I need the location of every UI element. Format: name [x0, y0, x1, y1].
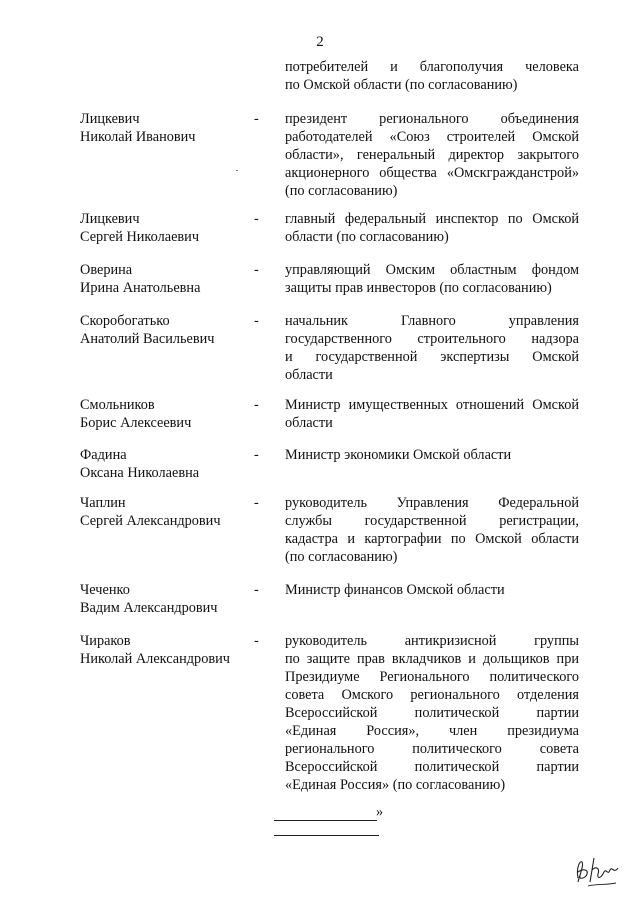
- role-line: Президиуме Регионального политического: [285, 669, 579, 685]
- member-role: [285, 210, 579, 246]
- closing-underline: [274, 820, 377, 821]
- dash: -: [254, 582, 259, 598]
- role-line: главный федеральный инспектор по Омской: [285, 211, 579, 227]
- role-line: совета Омского регионального отделения: [285, 687, 579, 703]
- member-role: [285, 110, 579, 200]
- role-line: начальник Главного управления: [285, 313, 579, 329]
- dash: -: [254, 262, 259, 278]
- member-name: [80, 446, 260, 482]
- member-role: [285, 581, 579, 599]
- dash: -: [254, 111, 259, 127]
- role-line: и государственной экспертизы Омской: [285, 349, 579, 365]
- role-line: «Единая Россия» (по согласованию): [285, 777, 506, 793]
- member-role: [285, 632, 579, 794]
- surname: Оверина: [80, 262, 133, 278]
- surname: Чираков: [80, 633, 131, 649]
- continuation-text: [285, 58, 579, 94]
- role-line: по защите прав вкладчиков и дольщиков при: [285, 651, 579, 667]
- member-name: [80, 312, 260, 348]
- role-line: работодателей «Союз строителей Омской: [285, 129, 579, 145]
- role-line: службы государственной регистрации,: [285, 513, 579, 529]
- role-line: «Единая Россия», член президиума: [285, 723, 579, 739]
- surname: Лицкевич: [80, 211, 140, 227]
- surname: Чаплин: [80, 495, 126, 511]
- given-names: Николай Александрович: [80, 651, 230, 667]
- closing-quote: »: [376, 804, 384, 820]
- surname: Смольников: [80, 397, 155, 413]
- member-name: [80, 494, 260, 530]
- role-line: по Омской области (по согласованию): [285, 77, 518, 93]
- role-line: кадастра и картографии по Омской области: [285, 531, 579, 547]
- member-name: [80, 396, 260, 432]
- given-names: Николай Иванович: [80, 129, 196, 145]
- member-name: [80, 632, 260, 668]
- member-name: [80, 210, 260, 246]
- page-number: 2: [316, 34, 324, 50]
- role-line: Всероссийской политической партии: [285, 759, 579, 775]
- given-names: Сергей Николаевич: [80, 229, 200, 245]
- scan-speck: [236, 170, 238, 171]
- dash: -: [254, 495, 259, 511]
- role-line: (по согласованию): [285, 183, 398, 199]
- role-line: регионального политического совета: [285, 741, 579, 757]
- role-line: области: [285, 415, 333, 431]
- dash: -: [254, 313, 259, 329]
- surname: Скоробогатько: [80, 313, 170, 329]
- member-role: [285, 396, 579, 432]
- dash: -: [254, 211, 259, 227]
- role-line: области», генеральный директор закрытого: [285, 147, 579, 163]
- given-names: Ирина Анатольевна: [80, 280, 201, 296]
- surname: Лицкевич: [80, 111, 140, 127]
- dash: -: [254, 633, 259, 649]
- role-line: Министр имущественных отношений Омской: [285, 397, 579, 413]
- given-names: Анатолий Васильевич: [80, 331, 215, 347]
- role-line: руководитель Управления Федеральной: [285, 495, 579, 511]
- role-line: управляющий Омским областным фондом: [285, 262, 579, 278]
- role-line: акционерного общества «Омскгражданстрой»: [285, 165, 579, 181]
- role-line: Всероссийской политической партии: [285, 705, 579, 721]
- member-name: [80, 110, 260, 146]
- role-line: области: [285, 367, 333, 383]
- surname: Фадина: [80, 447, 127, 463]
- role-line: президент регионального объединения: [285, 111, 579, 127]
- role-line: защиты прав инвесторов (по согласованию): [285, 280, 552, 296]
- role-line: государственного строительного надзора: [285, 331, 579, 347]
- role-line: (по согласованию): [285, 549, 398, 565]
- role-line: руководитель антикризисной группы: [285, 633, 579, 649]
- member-role: [285, 446, 579, 464]
- given-names: Оксана Николаевна: [80, 465, 200, 481]
- role-line: Министр финансов Омской области: [285, 582, 505, 598]
- member-name: [80, 261, 260, 297]
- dash: -: [254, 447, 259, 463]
- member-role: [285, 312, 579, 384]
- member-role: [285, 261, 579, 297]
- separator-line: [274, 835, 379, 836]
- dash: -: [254, 397, 259, 413]
- member-name: [80, 581, 260, 617]
- signature-initials: [568, 848, 624, 890]
- role-line: потребителей и благополучия человека: [285, 59, 579, 75]
- role-line: области (по согласованию): [285, 229, 449, 245]
- given-names: Вадим Александрович: [80, 600, 218, 616]
- given-names: Борис Алексеевич: [80, 415, 192, 431]
- member-role: [285, 494, 579, 566]
- role-line: Министр экономики Омской области: [285, 447, 512, 463]
- surname: Чеченко: [80, 582, 130, 598]
- given-names: Сергей Александрович: [80, 513, 221, 529]
